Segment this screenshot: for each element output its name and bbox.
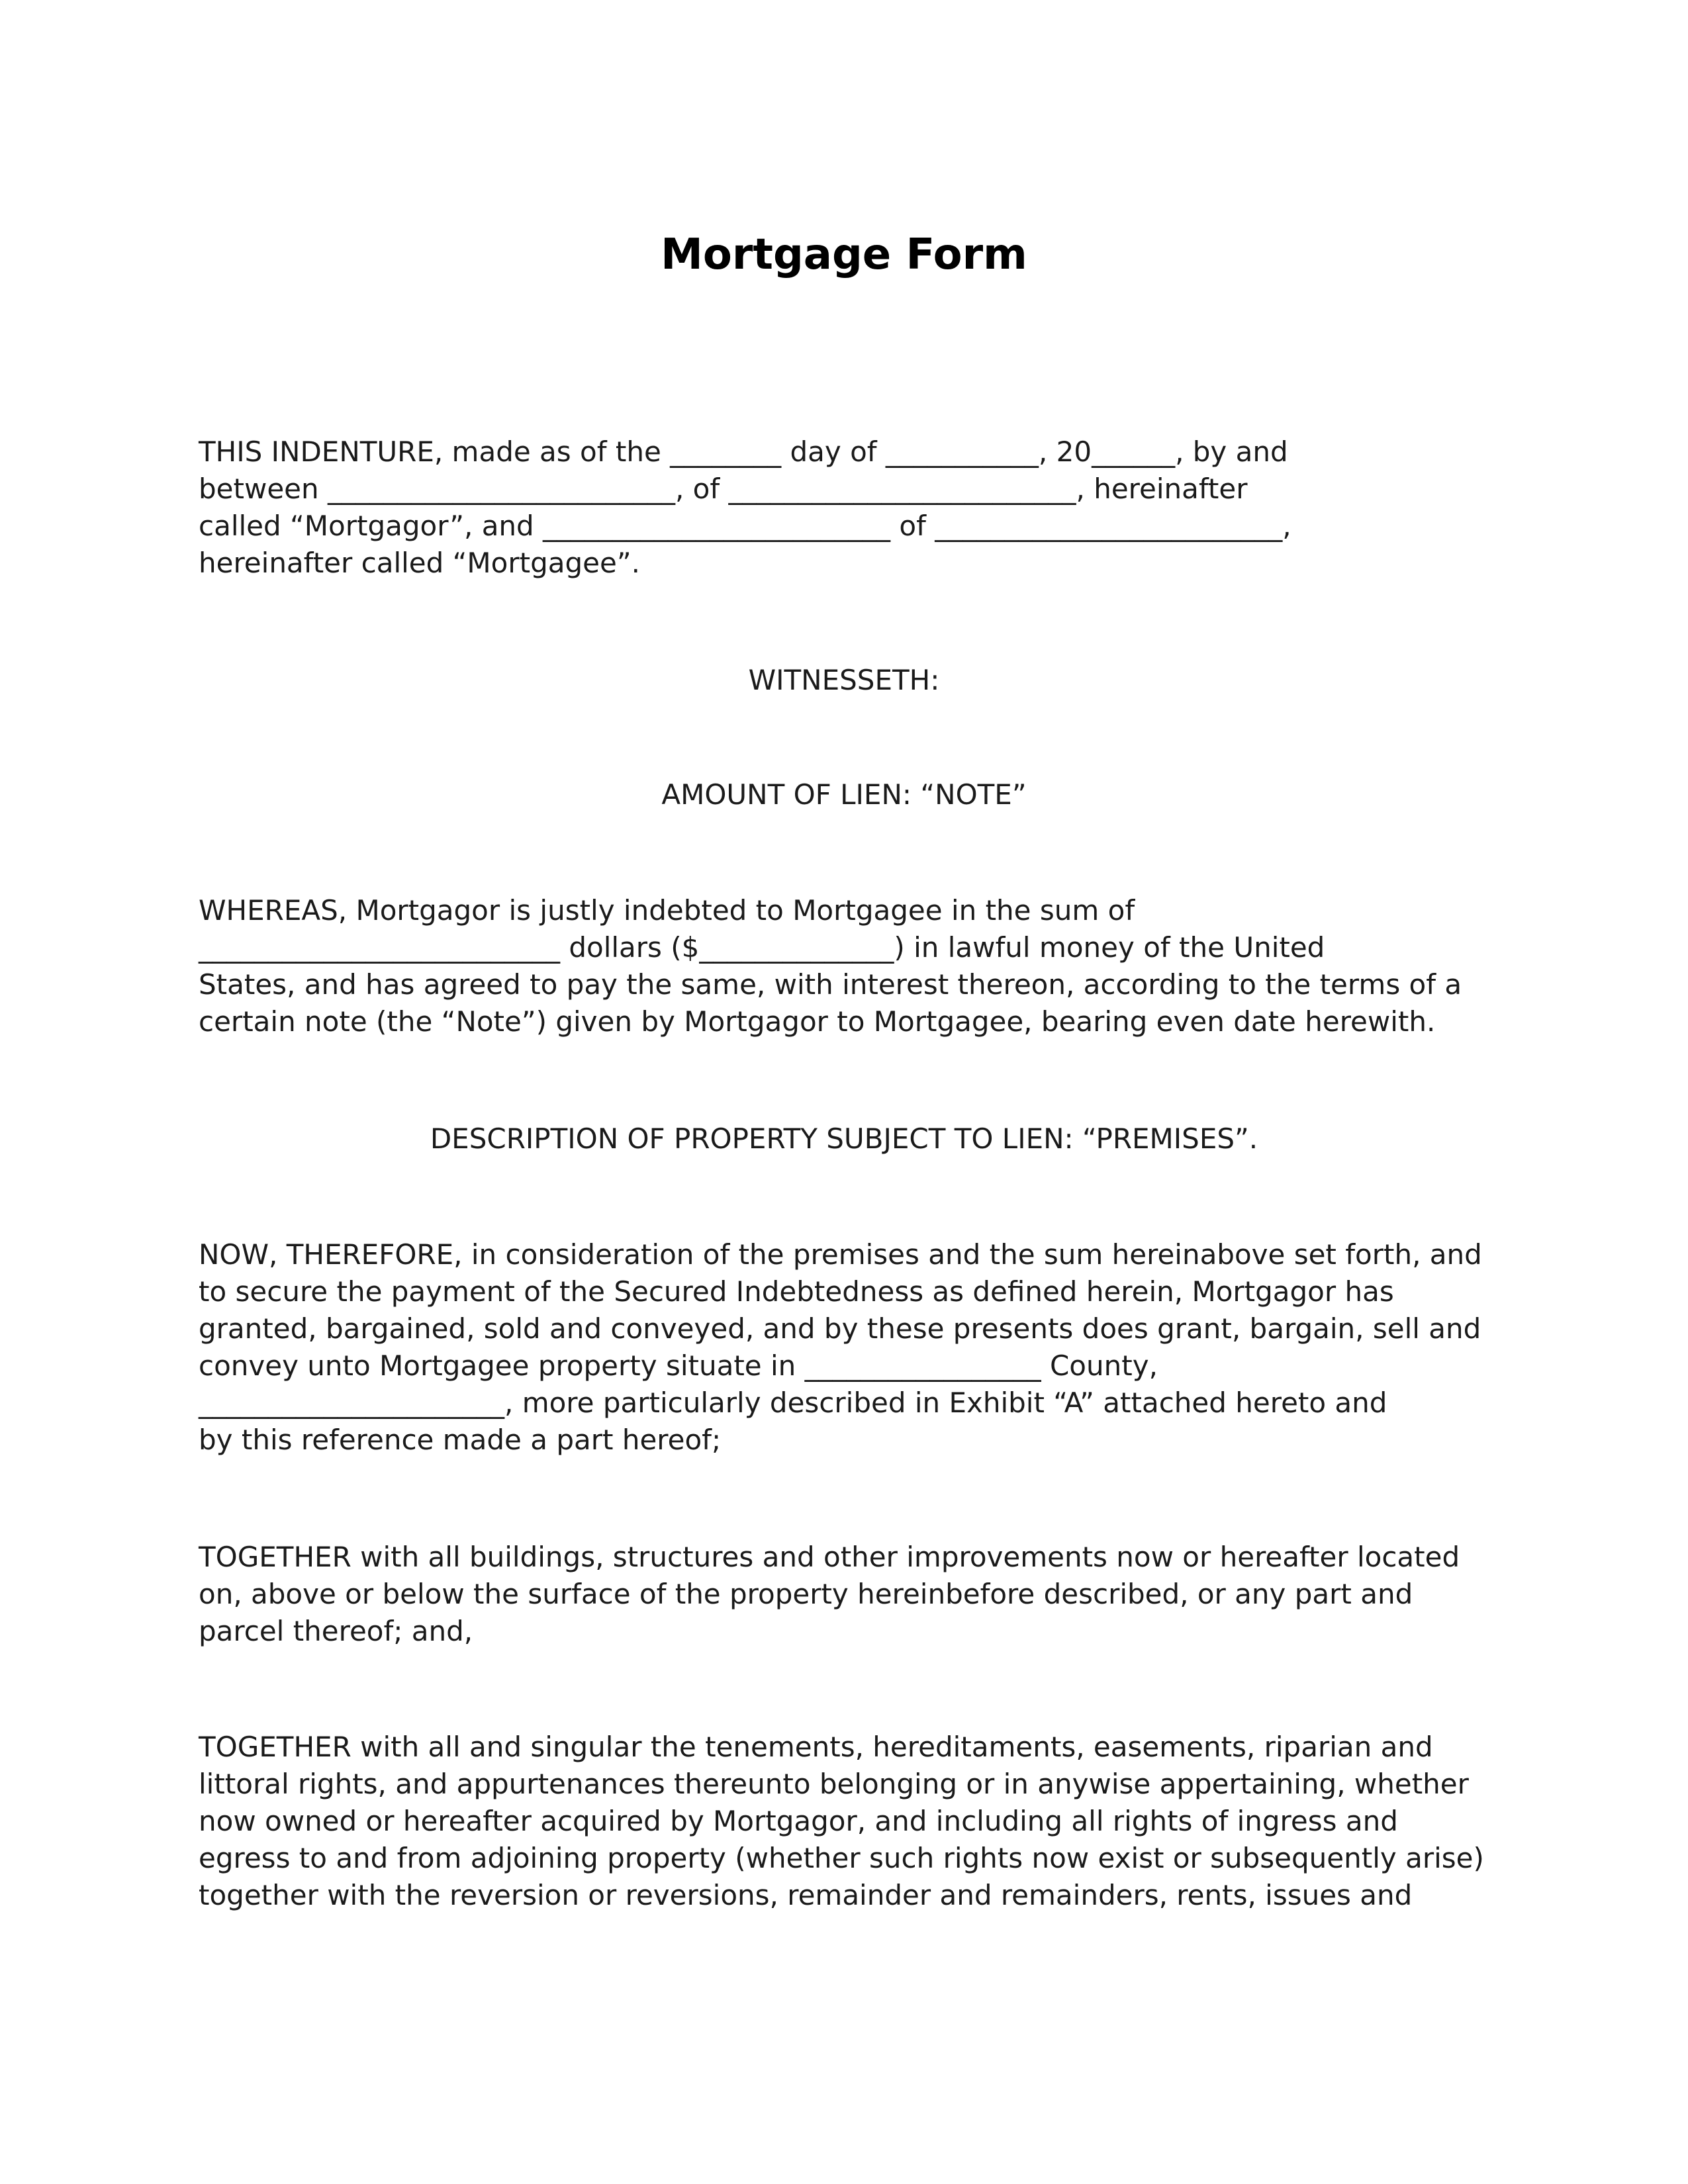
indenture-line: called “Mortgagor”, and _________________________ of _________________________, xyxy=(199,510,1291,542)
together-buildings-line: on, above or below the surface of the property hereinbefore described, or any part and xyxy=(199,1578,1413,1610)
now-therefore-line: by this reference made a part hereof; xyxy=(199,1424,722,1456)
now-therefore-line: granted, bargained, sold and conveyed, and by these presents does grant, bargain, sell and xyxy=(199,1312,1481,1345)
amount-of-lien-heading: AMOUNT OF LIEN: “NOTE” xyxy=(661,778,1027,811)
together-tenements-line: now owned or hereafter acquired by Mortgagor, and including all rights of ingress and xyxy=(199,1805,1398,1837)
together-tenements-line: littoral rights, and appurtenances thereunto belonging or in anywise appertaining, whether xyxy=(199,1768,1469,1800)
together-tenements-line: together with the reversion or reversions, remainder and remainders, rents, issues and xyxy=(199,1879,1413,1911)
together-tenements-line: TOGETHER with all and singular the tenements, hereditaments, easements, riparian and xyxy=(199,1731,1433,1763)
description-heading: DESCRIPTION OF PROPERTY SUBJECT TO LIEN: “PREMISES”. xyxy=(430,1122,1258,1155)
indenture-line: THIS INDENTURE, made as of the ________ day of ___________, 20______, by and xyxy=(199,435,1288,468)
together-tenements-line: egress to and from adjoining property (whether such rights now exist or subsequently arise) xyxy=(199,1842,1484,1874)
indenture-line: between _________________________, of _________________________, hereinafter xyxy=(199,473,1248,505)
indenture-line: hereinafter called “Mortgagee”. xyxy=(199,547,640,579)
now-therefore-line: ______________________, more particularly described in Exhibit “A” attached hereto and xyxy=(199,1387,1387,1419)
now-therefore-line: NOW, THEREFORE, in consideration of the premises and the sum hereinabove set forth, and xyxy=(199,1238,1482,1271)
whereas-line: States, and has agreed to pay the same, with interest thereon, according to the terms of a xyxy=(199,968,1462,1001)
document-title: Mortgage Form xyxy=(661,230,1027,279)
whereas-line: __________________________ dollars ($______________) in lawful money of the United xyxy=(199,931,1325,964)
together-buildings-line: TOGETHER with all buildings, structures and other improvements now or hereafter located xyxy=(199,1541,1460,1573)
now-therefore-line: to secure the payment of the Secured Indebtedness as defined herein, Mortgagor has xyxy=(199,1275,1394,1308)
now-therefore-line: convey unto Mortgagee property situate in _________________ County, xyxy=(199,1349,1158,1382)
together-buildings-line: parcel thereof; and, xyxy=(199,1615,473,1647)
witnesseth-heading: WITNESSETH: xyxy=(748,664,940,696)
whereas-line: WHEREAS, Mortgagor is justly indebted to Mortgagee in the sum of xyxy=(199,894,1135,927)
whereas-line: certain note (the “Note”) given by Mortgagor to Mortgagee, bearing even date herewith. xyxy=(199,1005,1436,1038)
